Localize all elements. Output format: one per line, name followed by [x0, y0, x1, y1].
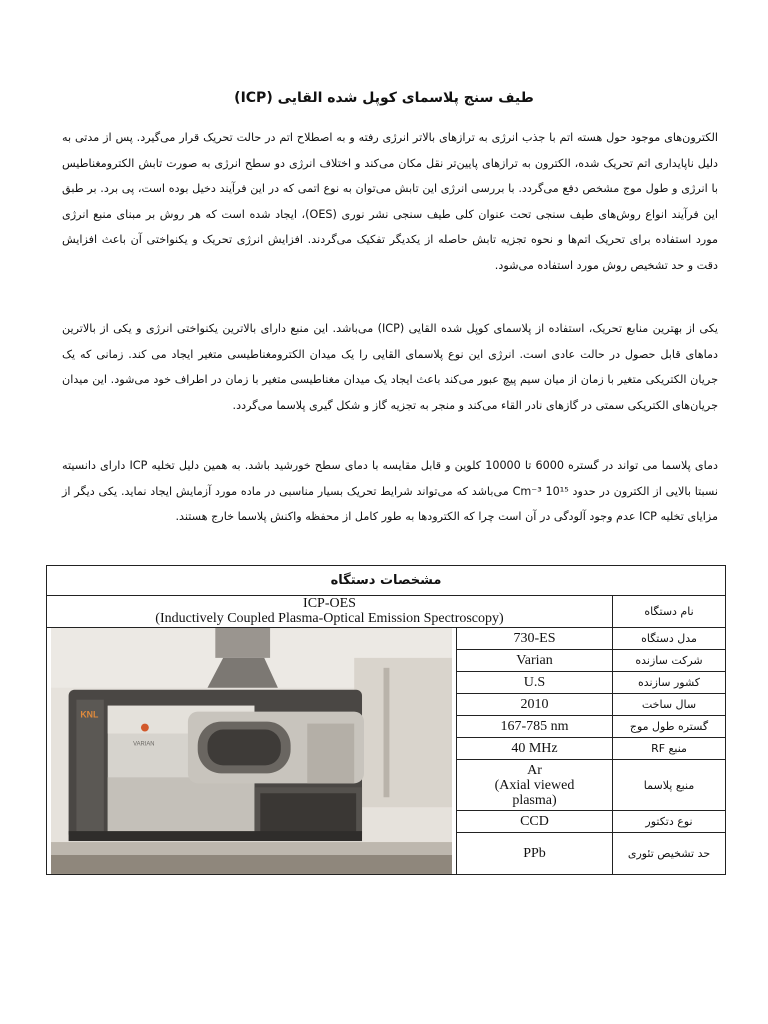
detector-label: نوع دتکتور — [613, 810, 726, 832]
plasma-view-line1: (Axial viewed — [494, 777, 575, 793]
model-label: مدل دستگاه — [613, 628, 726, 650]
manufacturer-value: Varian — [457, 650, 613, 672]
device-name-label: نام دستگاه — [613, 595, 726, 628]
device-name-value — [47, 595, 613, 628]
plasma-gas: Ar — [527, 762, 542, 778]
icp-instrument-illustration — [51, 628, 452, 874]
plasma-view-line2: plasma) — [512, 792, 557, 808]
paragraph-plasma-temperature: دمای پلاسما می تواند در گستره 6000 تا 10000 کلوین و قابل مقایسه با دمای سطح خورشید باشد. به همین دلیل تخلیه ICP دارای دانسیته نسبتا بالایی از الکترون در حدود 10¹⁵ Cm⁻³ می‌باشد که می‌تواند شرایط تحریک بسیار مناسبی در ماده مورد آزمایش ایجاد نماید. یکی دیگر از مزایای تخلیه ICP عدم وجود آلودگی در آن است چرا که الکترودها به طور کامل از محفظه واکنش پلاسما خارج هستند. — [62, 459, 718, 524]
detector-value: CCD — [457, 810, 613, 832]
detection-limit-value: PPb — [457, 832, 613, 874]
brand-label-front: VARIAN — [133, 741, 155, 748]
device-name-full: (Inductively Coupled Plasma-Optical Emission Spectroscopy) — [155, 611, 504, 627]
device-name-short: ICP-OES — [303, 596, 356, 612]
instrument-photo — [47, 628, 457, 875]
rf-source-value: 40 MHz — [457, 738, 613, 760]
country-label: کشور سازنده — [613, 672, 726, 694]
paragraph-electron-excitation: الکترون‌های موجود حول هسته اتم با جذب انرژی به ترازهای بالاتر انرژی رفته و به اصطلاح اتم در حالت تحریک قرار می‌گیرد. پس از مدتی به دلیل ناپایداری اتم تحریک شده، الکترون به ترازهای پایین‌تر نقل مکان می‌کند و اختلاف انرژی دو سطح انرژی به صورت تابش الکترومغناطیس با انرژی و طول موج مشخص دفع می‌گردد. با بررسی انرژی این تابش می‌توان به نوع اتمی که در این فرآیند دخیل بوده است، پی برد. بر طبق این فرآیند انواع روش‌های طیف سنجی تحت عنوان کلی طیف سنجی نشر نوری (OES)، ایجاد شده است که هر روش بر مبنای منبع انرژی مورد استفاده برای تحریک اتم‌ها و نحوه تجزیه تابش حاصله از یکدیگر تفکیک می‌گردند. افزایش انرژی تحریک و یکنواختی آن باعث افزایش دقت و حد تشخیص روش مورد استفاده می‌شود. — [62, 131, 718, 272]
spec-row-model — [47, 628, 726, 650]
device-spec-table — [46, 565, 726, 875]
detection-limit-label: حد تشخیص تئوری — [613, 832, 726, 874]
country-value: U.S — [457, 672, 613, 694]
spec-table-heading: مشخصات دستگاه — [47, 566, 726, 596]
plasma-source-label: منبع پلاسما — [613, 760, 726, 810]
plasma-source-value — [457, 760, 613, 810]
year-value: 2010 — [457, 694, 613, 716]
page-title: طیف سنج پلاسمای کوپل شده القایی (ICP) — [234, 90, 534, 106]
spec-row-device-name — [47, 595, 726, 628]
year-label: سال ساخت — [613, 694, 726, 716]
rf-source-label: منبع RF — [613, 738, 726, 760]
model-value: 730-ES — [457, 628, 613, 650]
paragraph-icp-source: یکی از بهترین منابع تحریک، استفاده از پلاسمای کوپل شده القایی (ICP) می‌باشد. این منبع دارای بالاترین یکنواختی انرژی و یکی از بالاترین دماهای قابل حصول در حالت عادی است. انرژی این نوع پلاسمای القایی را یک میدان الکترومغناطیسی متغیر ایجاد می کند. زمانی که یک جریان الکتریکی متغیر با زمان از میان سیم پیچ عبور می‌کند باعث ایجاد یک میدان مغناطیسی متغیر با زمان در اطراف خود می‌شود. این میدان جریان‌های الکتریکی سمتی در گازهای نادر القاء می‌کند و منجر به تجزیه گاز و شکل گیری پلاسما می‌گردد. — [62, 322, 718, 412]
manufacturer-label: شرکت سازنده — [613, 650, 726, 672]
brand-label-left: KNL — [80, 709, 99, 720]
wavelength-label: گستره طول موج — [613, 716, 726, 738]
wavelength-value: 167-785 nm — [457, 716, 613, 738]
